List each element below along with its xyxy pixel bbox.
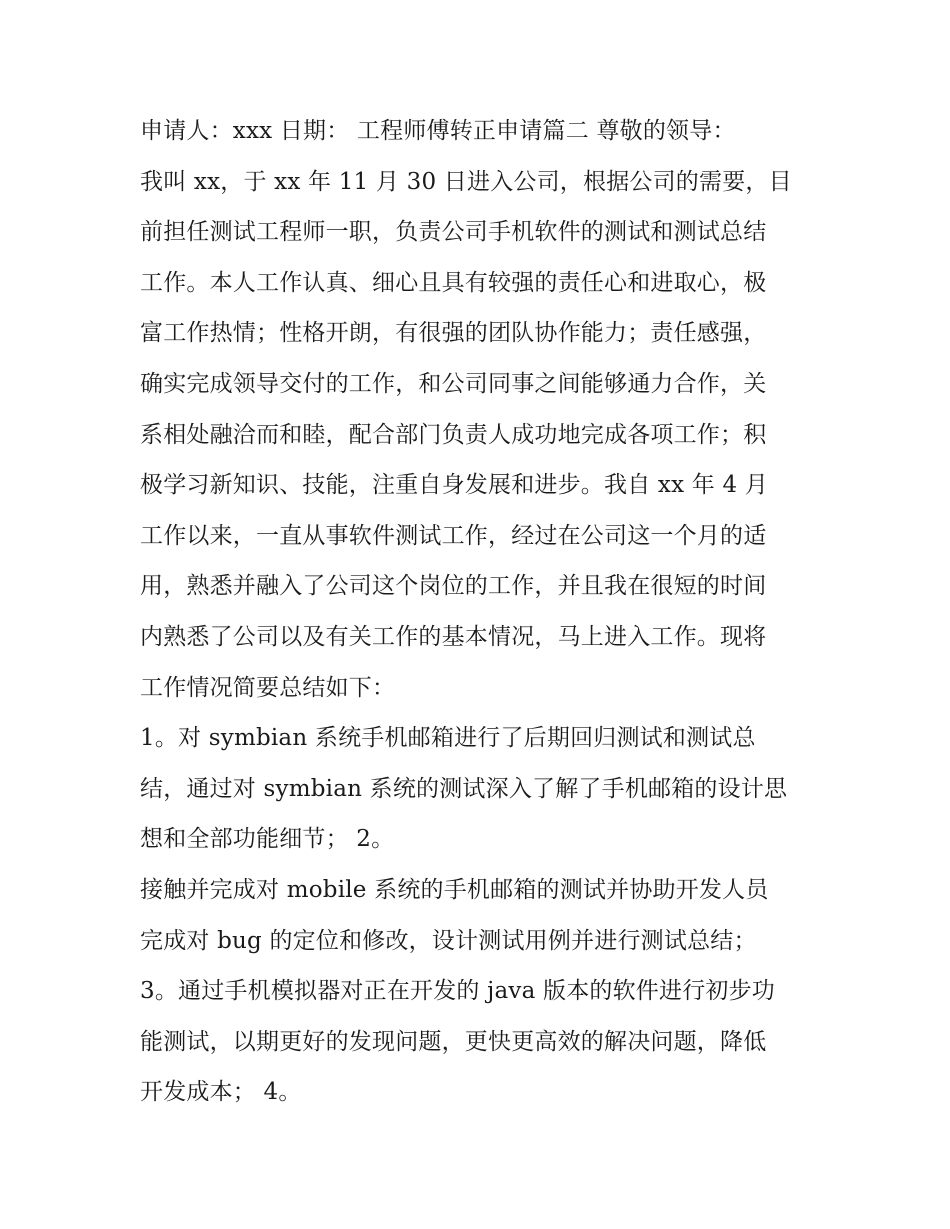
text-line: 开发成本； 4。 <box>140 1079 302 1106</box>
text-line: 确实完成领导交付的工作，和公司同事之间能够通力合作，关 <box>140 370 767 397</box>
text-line: 系相处融洽而和睦，配合部门负责人成功地完成各项工作；积 <box>140 421 767 448</box>
text-line: 能测试，以期更好的发现问题，更快更高效的解决问题，降低 <box>140 1028 767 1055</box>
text-line: 内熟悉了公司以及有关工作的基本情况，马上进入工作。现将 <box>140 623 767 650</box>
text-line: 结，通过对 symbian 系统的测试深入了解了手机邮箱的设计思 <box>140 775 788 802</box>
text-line: 用，熟悉并融入了公司这个岗位的工作，并且我在很短的时间 <box>140 573 767 600</box>
text-line: 接触并完成对 mobile 系统的手机邮箱的测试并协助开发人员 <box>140 876 769 903</box>
text-line: 想和全部功能细节； 2。 <box>140 826 395 853</box>
text-line: 工作以来，一直从事软件测试工作，经过在公司这一个月的适 <box>140 522 767 549</box>
text-line: 前担任测试工程师一职，负责公司手机软件的测试和测试总结 <box>140 219 767 246</box>
text-line: 完成对 bug 的定位和修改，设计测试用例并进行测试总结； <box>140 927 757 954</box>
text-line: 我叫 xx，于 xx 年 11 月 30 日进入公司，根据公司的需要，目 <box>140 168 792 195</box>
text-line: 3。通过手机模拟器对正在开发的 java 版本的软件进行初步功 <box>140 978 776 1005</box>
body-text <box>140 106 820 1118</box>
text-line: 申请人：xxx 日期： 工程师傅转正申请篇二 尊敬的领导： <box>140 118 736 144</box>
text-line: 1。对 symbian 系统手机邮箱进行了后期回归测试和测试总 <box>140 725 756 752</box>
text-line: 工作情况简要总结如下： <box>140 674 396 701</box>
text-line: 工作。本人工作认真、细心且具有较强的责任心和进取心，极 <box>140 269 767 296</box>
text-line: 极学习新知识、技能，注重自身发展和进步。我自 xx 年 4 月 <box>140 472 769 499</box>
text-line: 富工作热情；性格开朗，有很强的团队协作能力；责任感强， <box>140 320 767 347</box>
